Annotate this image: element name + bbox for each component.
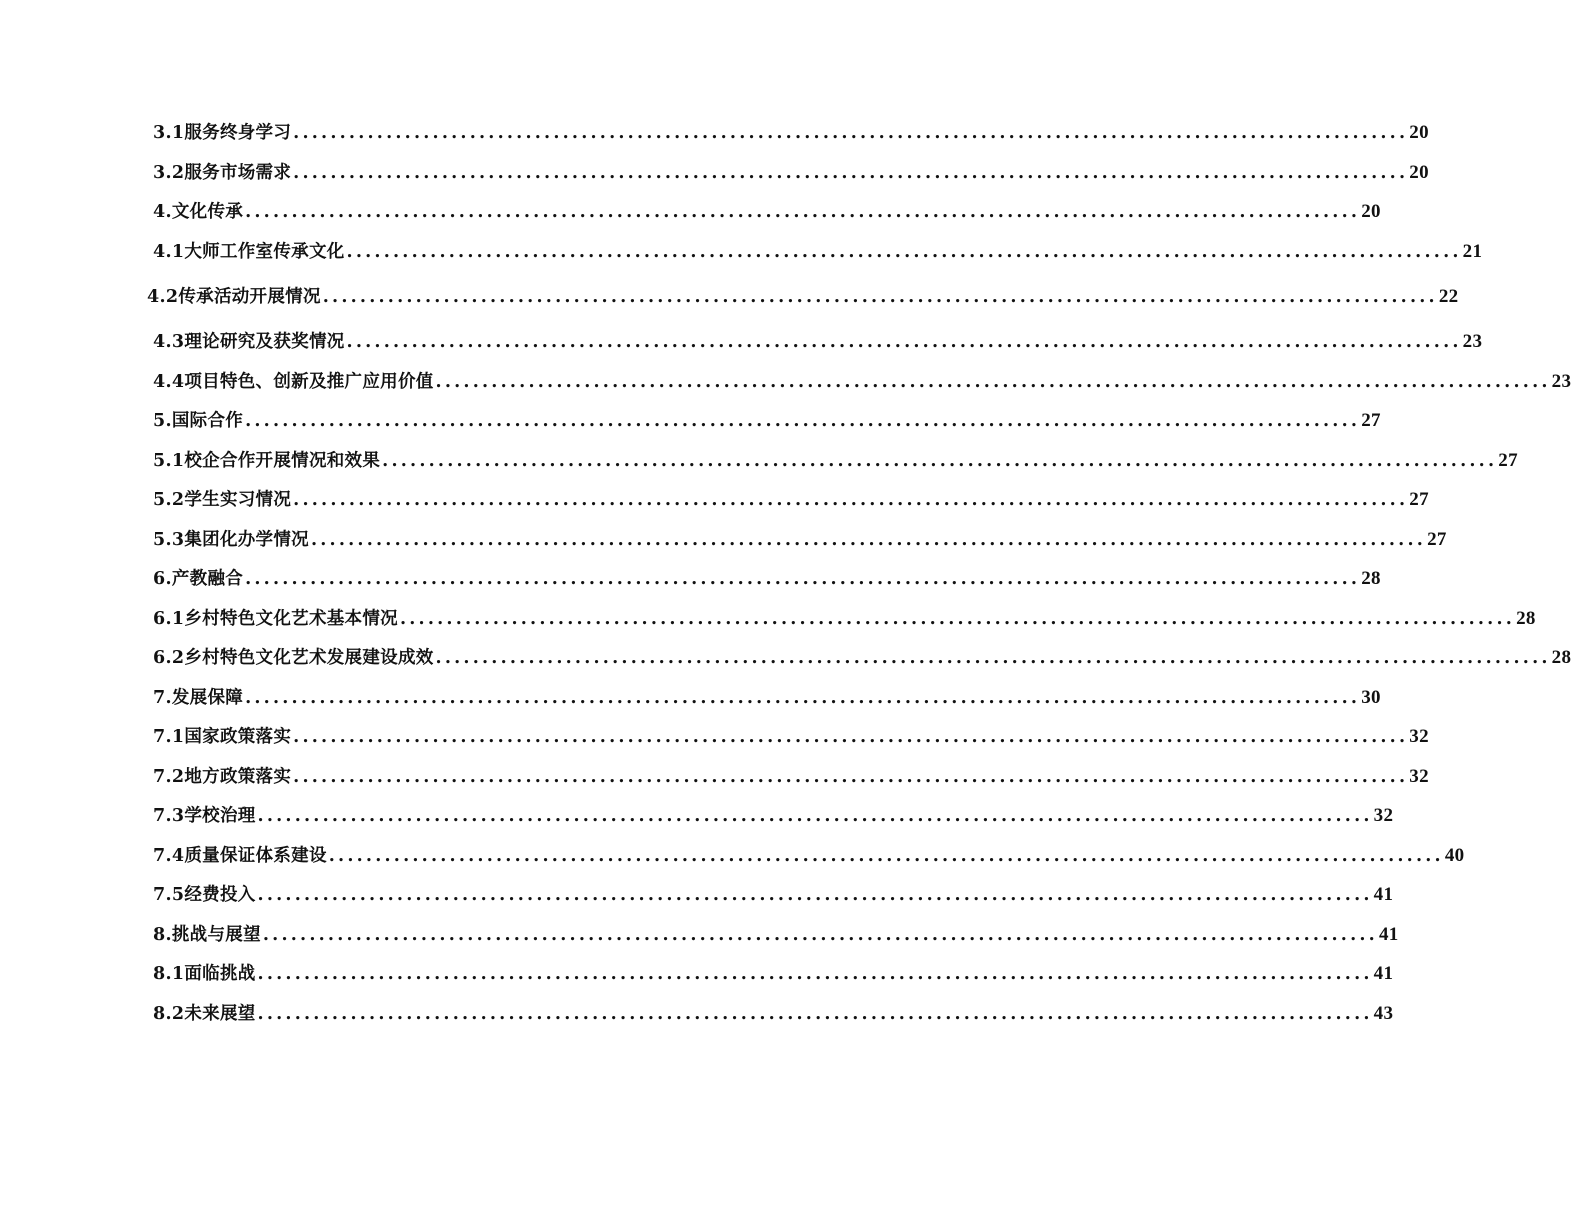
toc-entry-6[interactable] (153, 565, 1381, 591)
toc-page-number: 32 (1409, 766, 1429, 787)
toc-page-number: 28 (1551, 647, 1571, 668)
toc-entry-4-2[interactable] (147, 283, 1459, 309)
toc-entry-title: 6.产教融合 (153, 569, 244, 589)
toc-entry-title: 6.2乡村特色文化艺术发展建设成效 (153, 648, 434, 668)
toc-entry-5[interactable] (153, 407, 1381, 433)
toc-page-number: 41 (1378, 924, 1399, 945)
toc-entry-3-1[interactable] (153, 119, 1429, 145)
toc-entry-title: 4.3理论研究及获奖情况 (153, 332, 345, 352)
toc-leader-dots: ........................................................................................................................ (293, 123, 1409, 143)
toc-entry-title: 6.1乡村特色文化艺术基本情况 (153, 609, 398, 629)
toc-page-number: 20 (1409, 122, 1429, 143)
toc-leader-dots: ........................................................................................................................ (257, 964, 1373, 984)
toc-entry-4-4[interactable] (153, 368, 1571, 394)
toc-entry-title: 7.4质量保证体系建设 (153, 846, 327, 866)
toc-leader-dots: ........................................................................................................................ (310, 530, 1427, 550)
toc-entry-4[interactable] (153, 198, 1381, 224)
toc-page-number: 23 (1462, 331, 1483, 352)
toc-page-number: 40 (1444, 845, 1465, 866)
toc-leader-dots: ........................................................................................................................ (257, 885, 1373, 905)
toc-entry-7-4[interactable] (153, 842, 1465, 868)
toc-entry-title: 3.1服务终身学习 (153, 123, 292, 143)
toc-leader-dots: ........................................................................................................................ (245, 202, 1361, 222)
toc-entry-title: 8.2未来展望 (153, 1004, 256, 1024)
toc-entry-7-1[interactable] (153, 723, 1429, 749)
toc-entry-title: 5.国际合作 (153, 411, 244, 431)
toc-page-number: 27 (1498, 450, 1518, 471)
toc-leader-dots: ........................................................................................................................ (257, 1004, 1373, 1024)
toc-entry-title: 7.发展保障 (153, 688, 244, 708)
toc-page-number: 27 (1409, 489, 1429, 510)
toc-page-number: 20 (1361, 201, 1381, 222)
toc-leader-dots: ........................................................................................................................ (262, 925, 1378, 945)
toc-entry-title: 8.1面临挑战 (153, 964, 256, 984)
toc-entry-8-1[interactable] (153, 960, 1394, 986)
toc-entry-5-2[interactable] (153, 486, 1429, 512)
toc-page-number: 43 (1373, 1003, 1394, 1024)
toc-page-number: 22 (1438, 286, 1459, 307)
toc-page-number: 28 (1361, 568, 1381, 589)
toc-entry-3-2[interactable] (153, 159, 1429, 185)
toc-entry-8[interactable] (153, 921, 1399, 947)
toc-entry-title: 4.2传承活动开展情况 (147, 287, 321, 307)
toc-leader-dots: ........................................................................................................................ (293, 490, 1409, 510)
toc-page-number: 23 (1551, 371, 1571, 392)
toc-leader-dots: ........................................................................................................................ (435, 648, 1551, 668)
toc-page-number: 32 (1373, 805, 1394, 826)
toc-page-number: 28 (1516, 608, 1536, 629)
toc-leader-dots: ........................................................................................................................ (399, 609, 1516, 629)
toc-entry-title: 7.5经费投入 (153, 885, 256, 905)
toc-entry-title: 4.1大师工作室传承文化 (153, 242, 345, 262)
toc-leader-dots: ........................................................................................................................ (346, 242, 1462, 262)
toc-page-number: 27 (1361, 410, 1381, 431)
toc-page-number: 41 (1373, 963, 1394, 984)
toc-entry-title: 5.3集团化办学情况 (153, 530, 309, 550)
toc-entry-6-1[interactable] (153, 605, 1536, 631)
toc-entry-7-2[interactable] (153, 763, 1429, 789)
toc-leader-dots: ........................................................................................................................ (346, 332, 1462, 352)
toc-leader-dots: ........................................................................................................................ (293, 727, 1409, 747)
toc-leader-dots: ........................................................................................................................ (328, 846, 1444, 866)
toc-entry-title: 5.1校企合作开展情况和效果 (153, 451, 381, 471)
toc-leader-dots: ........................................................................................................................ (245, 688, 1361, 708)
toc-entry-title: 4.文化传承 (153, 202, 244, 222)
toc-entry-7-3[interactable] (153, 802, 1394, 828)
toc-entry-title: 8.挑战与展望 (153, 925, 261, 945)
toc-page-number: 30 (1361, 687, 1381, 708)
toc-leader-dots: ........................................................................................................................ (293, 163, 1409, 183)
toc-entry-5-3[interactable] (153, 526, 1447, 552)
toc-page-number: 32 (1409, 726, 1429, 747)
toc-page-number: 21 (1462, 241, 1483, 262)
toc-page-number: 41 (1373, 884, 1394, 905)
toc-entry-4-1[interactable] (153, 238, 1483, 264)
toc-leader-dots: ........................................................................................................................ (245, 569, 1361, 589)
toc-entry-5-1[interactable] (153, 447, 1518, 473)
toc-entry-title: 5.2学生实习情况 (153, 490, 292, 510)
toc-entry-title: 4.4项目特色、创新及推广应用价值 (153, 372, 434, 392)
toc-entry-title: 7.1国家政策落实 (153, 727, 292, 747)
toc-entry-title: 7.2地方政策落实 (153, 767, 292, 787)
toc-entry-title: 7.3学校治理 (153, 806, 256, 826)
toc-entry-7-5[interactable] (153, 881, 1394, 907)
toc-leader-dots: ........................................................................................................................ (257, 806, 1373, 826)
toc-page-number: 20 (1409, 162, 1429, 183)
toc-entry-7[interactable] (153, 684, 1381, 710)
toc-entry-title: 3.2服务市场需求 (153, 163, 292, 183)
toc-page-number: 27 (1427, 529, 1447, 550)
toc-leader-dots: ........................................................................................................................ (245, 411, 1361, 431)
toc-leader-dots: ........................................................................................................................ (382, 451, 1498, 471)
toc-entry-4-3[interactable] (153, 328, 1483, 354)
toc-entry-6-2[interactable] (153, 644, 1571, 670)
toc-leader-dots: ........................................................................................................................ (435, 372, 1551, 392)
toc-leader-dots: ........................................................................................................................ (322, 287, 1438, 307)
toc-entry-8-2[interactable] (153, 1000, 1394, 1026)
toc-leader-dots: ........................................................................................................................ (293, 767, 1409, 787)
